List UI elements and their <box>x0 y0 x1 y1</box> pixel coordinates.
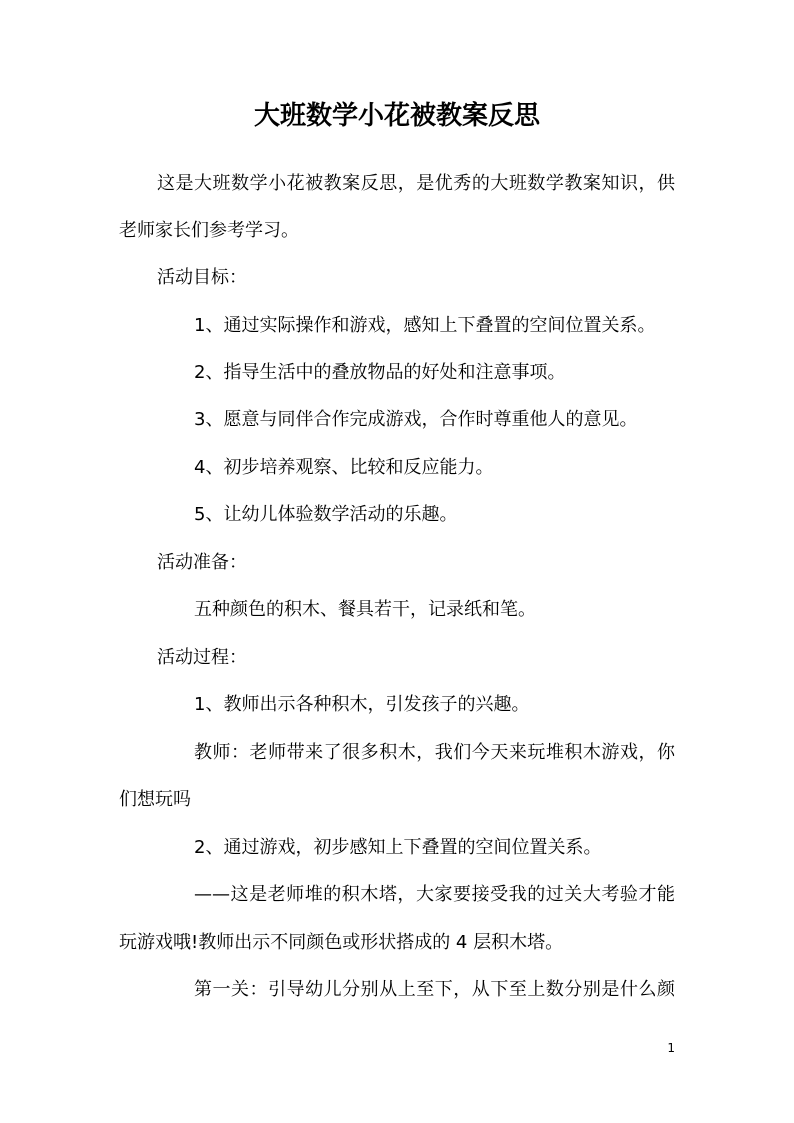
tower-line-1: ——这是老师堆的积木塔，大家要接受我的过关大考验才能 <box>194 884 675 905</box>
goal-item-5: 5、让幼儿体验数学活动的乐趣。 <box>194 504 458 525</box>
preparation-text: 五种颜色的积木、餐具若干，记录纸和笔。 <box>194 599 536 620</box>
goal-item-4: 4、初步培养观察、比较和反应能力。 <box>194 457 494 478</box>
tower-line-2: 玩游戏哦!教师出示不同颜色或形状搭成的 4 层积木塔。 <box>119 932 564 953</box>
goal-item-2: 2、指导生活中的叠放物品的好处和注意事项。 <box>194 362 566 383</box>
teacher-line-1: 教师：老师带来了很多积木，我们今天来玩堆积木游戏，你 <box>194 742 675 763</box>
goal-item-3: 3、愿意与同伴合作完成游戏，合作时尊重他人的意见。 <box>194 409 638 430</box>
teacher-line-2: 们想玩吗 <box>119 789 191 810</box>
preparation-heading: 活动准备： <box>157 552 247 573</box>
page-number: 1 <box>667 1041 675 1055</box>
goal-item-1: 1、通过实际操作和游戏，感知上下叠置的空间位置关系。 <box>194 315 656 336</box>
process-step-1: 1、教师出示各种积木，引发孩子的兴趣。 <box>194 694 530 715</box>
process-heading: 活动过程： <box>157 647 247 668</box>
intro-line-1: 这是大班数学小花被教案反思，是优秀的大班数学教案知识，供 <box>157 173 675 194</box>
intro-line-2: 老师家长们参考学习。 <box>119 220 299 241</box>
document-title: 大班数学小花被教案反思 <box>253 101 540 131</box>
goals-heading: 活动目标： <box>157 267 247 288</box>
process-step-2: 2、通过游戏，初步感知上下叠置的空间位置关系。 <box>194 837 602 858</box>
level-1-line-1: 第一关：引导幼儿分别从上至下，从下至上数分别是什么颜 <box>194 979 675 1000</box>
